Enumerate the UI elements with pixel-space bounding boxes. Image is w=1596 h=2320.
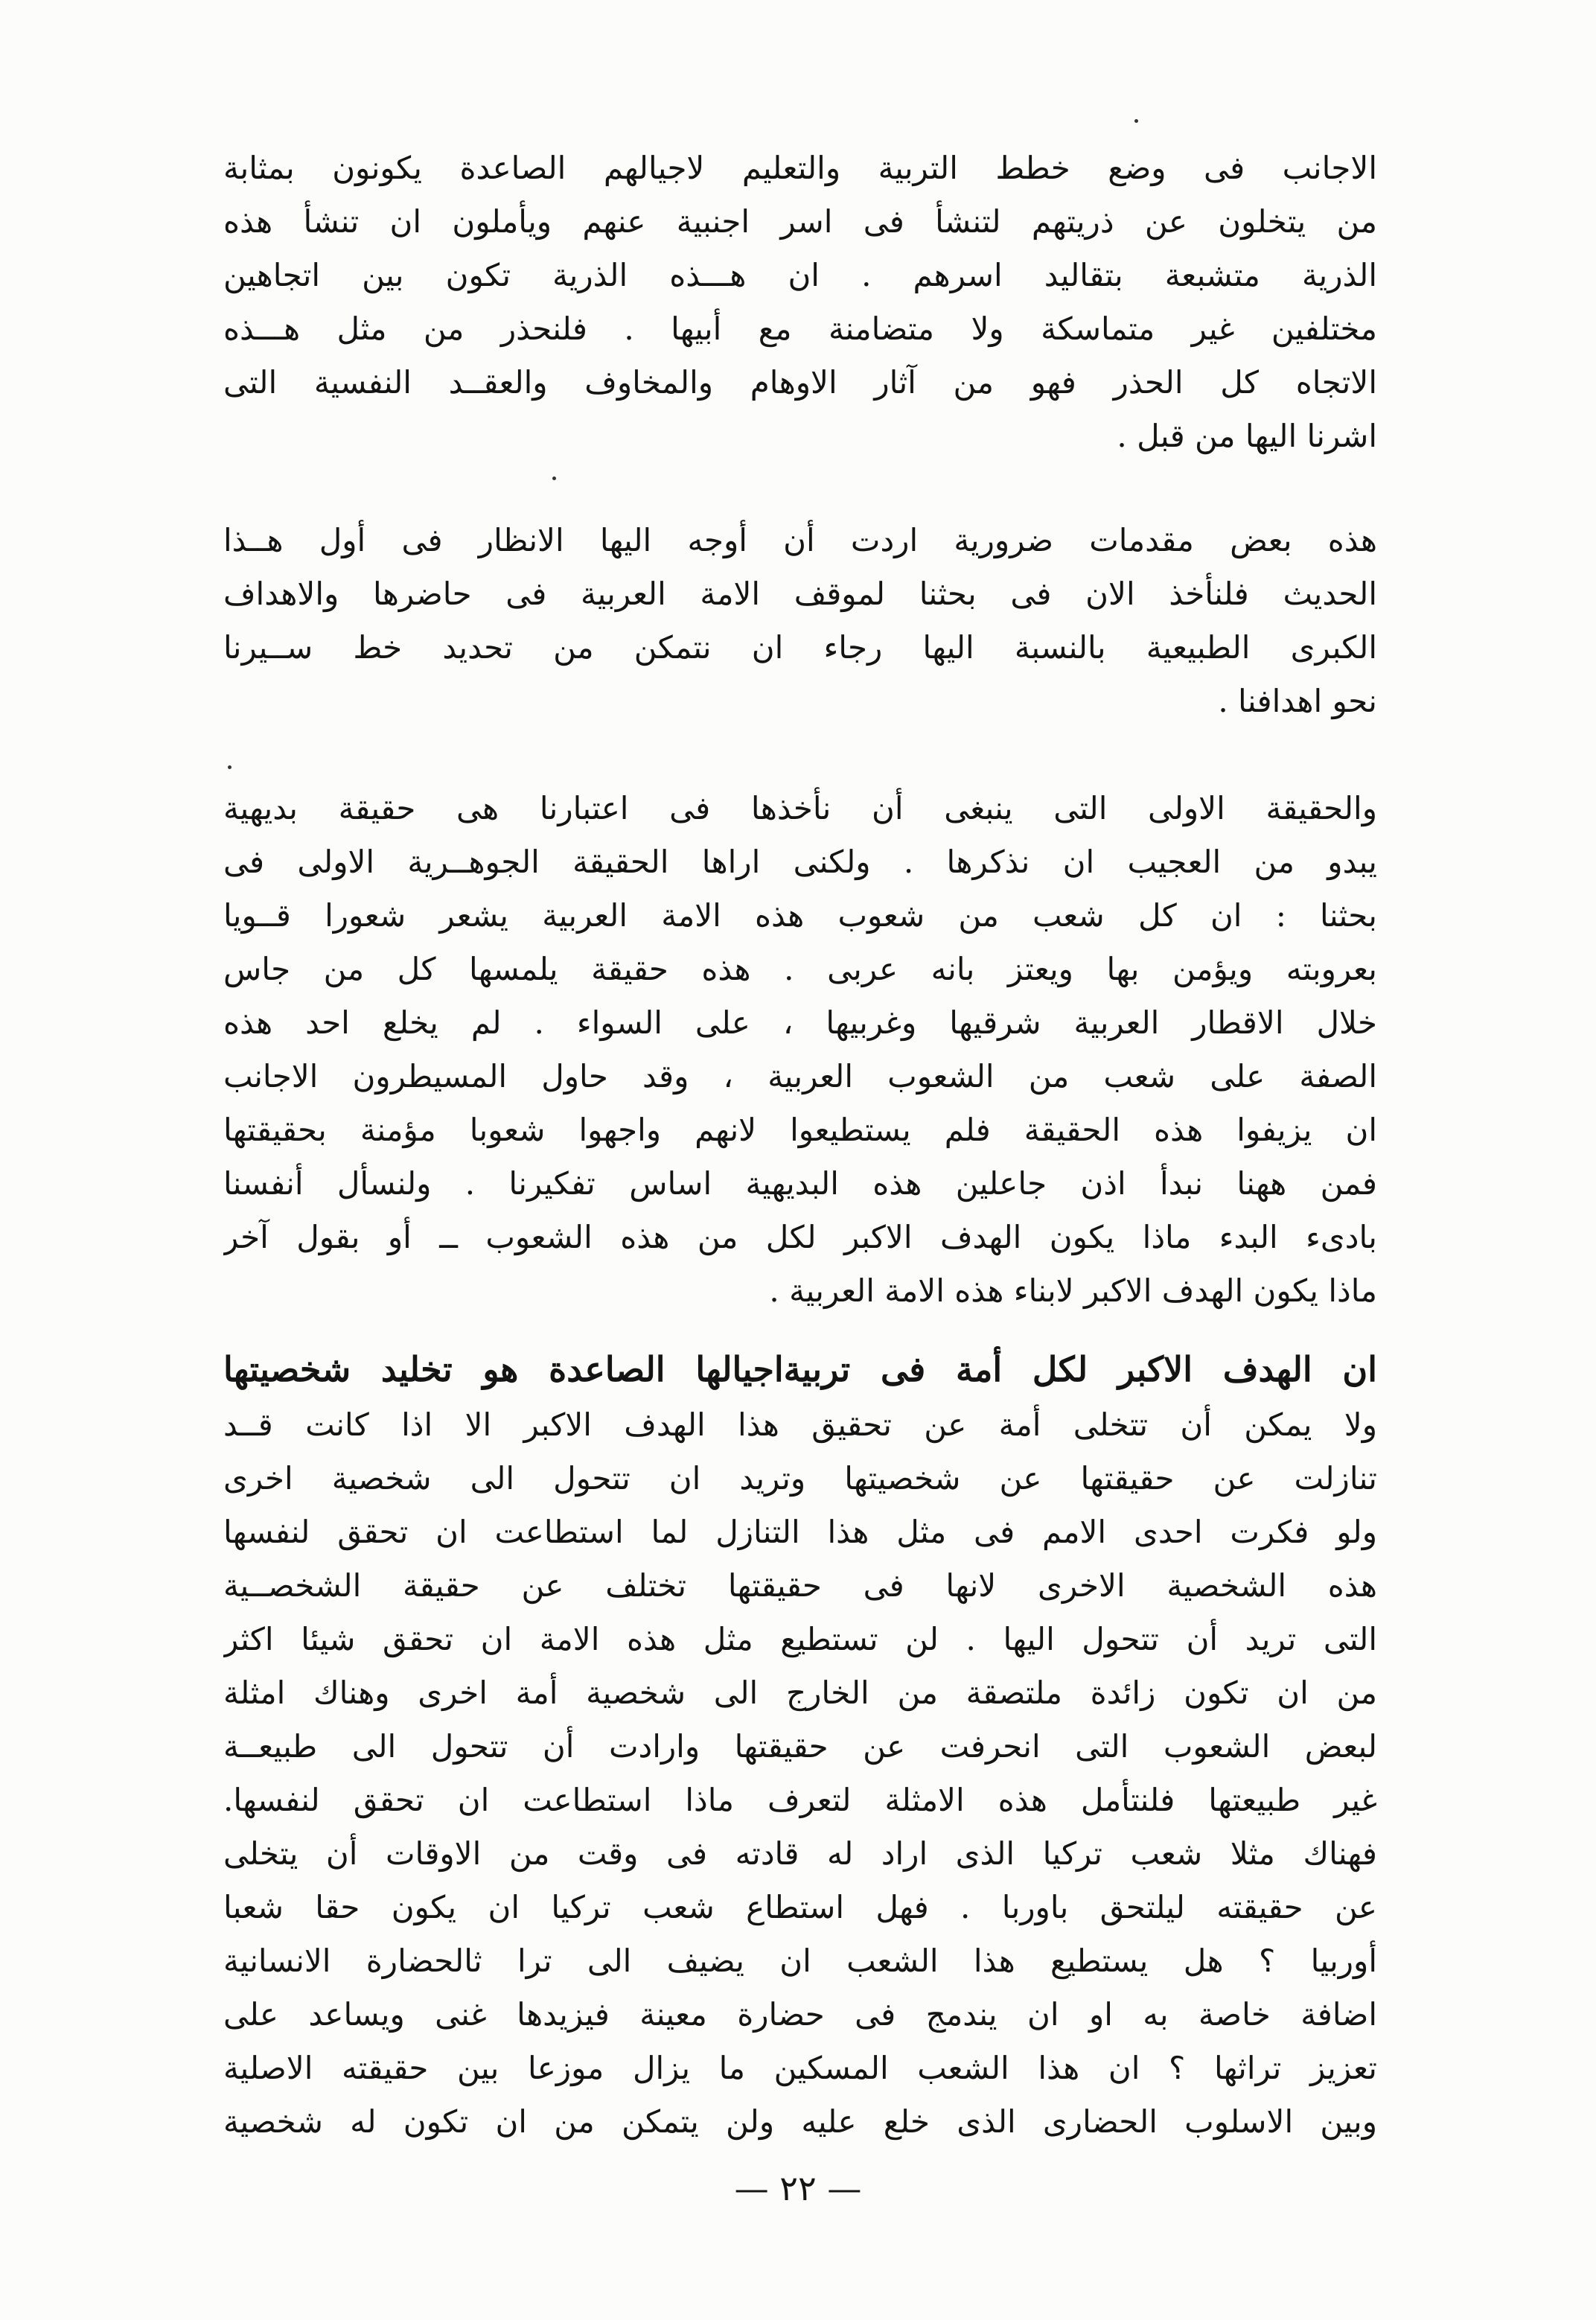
paragraph-1 <box>223 141 1377 463</box>
text-line: وبين الاسلوب الحضارى الذى خلع عليه ولن يتمكن من ان تكون له شخصية <box>223 2103 1377 2140</box>
page-number: — ٢٢ — <box>734 2168 862 2208</box>
text-line: تنازلت عن حقيقتها عن شخصيتها وتريد ان تتحول الى شخصية اخرى <box>223 1460 1377 1497</box>
text-line: اشرنا اليها من قبل . <box>1117 418 1377 454</box>
text-line: ولا يمكن أن تتخلى أمة عن تحقيق هذا الهدف الاكبر الا اذا كانت قــد <box>223 1406 1377 1443</box>
text-line: من يتخلون عن ذريتهم لتنشأ فى اسر اجنبية عنهم ويأملون ان تنشأ هذه <box>223 203 1377 240</box>
text-line: الكبرى الطبيعية بالنسبة اليها رجاء ان نتمكن من تحديد خط ســيرنا <box>223 629 1377 666</box>
text-line: مختلفين غير متماسكة ولا متضامنة مع أبيها . فلنحذر من مثل هـــذه <box>223 310 1377 347</box>
text-line: ولو فكرت احدى الامم فى مثل هذا التنازل لما استطاعت ان تحقق لنفسها <box>223 1514 1377 1550</box>
scan-speck <box>1134 119 1138 123</box>
text-line: غير طبيعتها فلنتأمل هذه الامثلة لتعرف ماذا استطاعت ان تحقق لنفسها. <box>223 1782 1377 1818</box>
text-line: أوربيا ؟ هل يستطيع هذا الشعب ان يضيف الى ترا ثالحضارة الانسانية <box>223 1943 1377 1979</box>
text-line: نحو اهدافنا . <box>1218 683 1377 719</box>
text-line: الاتجاه كل الحذر فهو من آثار الاوهام والمخاوف والعقــد النفسية التى <box>223 364 1377 401</box>
text-line: ان يزيفوا هذه الحقيقة فلم يستطيعوا لانهم واجهوا شعوبا مؤمنة بحقيقتها <box>223 1112 1377 1148</box>
text-line: بعروبته ويؤمن بها ويعتز بانه عربى . هذه حقيقة يلمسها كل من جاس <box>223 951 1377 987</box>
text-line: فهناك مثلا شعب تركيا الذى اراد له قادته فى وقت من الاوقات أن يتخلى <box>223 1835 1377 1872</box>
text-line: اضافة خاصة به او ان يندمج فى حضارة معينة فيزيدها غنى ويساعد على <box>223 1996 1377 2033</box>
text-line: يبدو من العجيب ان نذكرها . ولكنى اراها الحقيقة الجوهــرية الاولى فى <box>223 844 1377 880</box>
text-line: الاجانب فى وضع خطط التربية والتعليم لاجيالهم الصاعدة يكونون بمثابة <box>223 150 1377 186</box>
text-line: هذه الشخصية الاخرى لانها فى حقيقتها تختلف عن حقيقة الشخصــية <box>223 1567 1377 1604</box>
text-line: لبعض الشعوب التى انحرفت عن حقيقتها وارادت أن تتحول الى طبيعــة <box>223 1728 1377 1765</box>
text-line: ماذا يكون الهدف الاكبر لابناء هذه الامة العربية . <box>769 1272 1377 1309</box>
text-line: بادىء البدء ماذا يكون الهدف الاكبر لكل من هذه الشعوب ــ أو بقول آخر <box>223 1219 1377 1255</box>
text-line: والحقيقة الاولى التى ينبغى أن نأخذها فى اعتبارنا هى حقيقة بديهية <box>223 790 1377 826</box>
paragraph-4 <box>223 1340 1377 2149</box>
text-line: الحديث فلنأخذ الان فى بحثنا لموقف الامة العربية فى حاضرها والاهداف <box>223 576 1377 612</box>
text-line: الصفة على شعب من الشعوب العربية ، وقد حاول المسيطرون الاجانب <box>223 1058 1377 1094</box>
text-line: تعزيز تراثها ؟ ان هذا الشعب المسكين ما يزال موزعا بين حقيقته الاصلية <box>223 2050 1377 2086</box>
text-line: بحثنا : ان كل شعب من شعوب هذه الامة العربية يشعر شعورا قــويا <box>223 897 1377 934</box>
section-heading: ان الهدف الاكبر لكل أمة فى تربيةاجيالها الصاعدة هو تخليد شخصيتها <box>223 1349 1377 1389</box>
text-line: فمن ههنا نبدأ اذن جاعلين هذه البديهية اساس تفكيرنا . ولنسأل أنفسنا <box>223 1165 1377 1202</box>
text-line: التى تريد أن تتحول اليها . لن تستطيع مثل هذه الامة ان تحقق شيئا اكثر <box>223 1621 1377 1657</box>
scan-speck <box>552 477 556 480</box>
text-line: عن حقيقته ليلتحق باوربا . فهل استطاع شعب تركيا ان يكون حقا شعبا <box>223 1889 1377 1925</box>
paragraph-2 <box>223 514 1377 728</box>
paragraph-3 <box>223 782 1377 1318</box>
text-line: الذرية متشبعة بتقاليد اسرهم . ان هـــذه الذرية تكون بين اتجاهين <box>223 257 1377 293</box>
text-line: من ان تكون زائدة ملتصقة من الخارج الى شخصية أمة اخرى وهناك امثلة <box>223 1674 1377 1711</box>
text-line: خلال الاقطار العربية شرقيها وغربيها ، على السواء . لم يخلع احد هذه <box>223 1004 1377 1041</box>
scan-speck <box>228 765 232 769</box>
text-line: هذه بعض مقدمات ضرورية اردت أن أوجه اليها الانظار فى أول هــذا <box>223 522 1377 558</box>
